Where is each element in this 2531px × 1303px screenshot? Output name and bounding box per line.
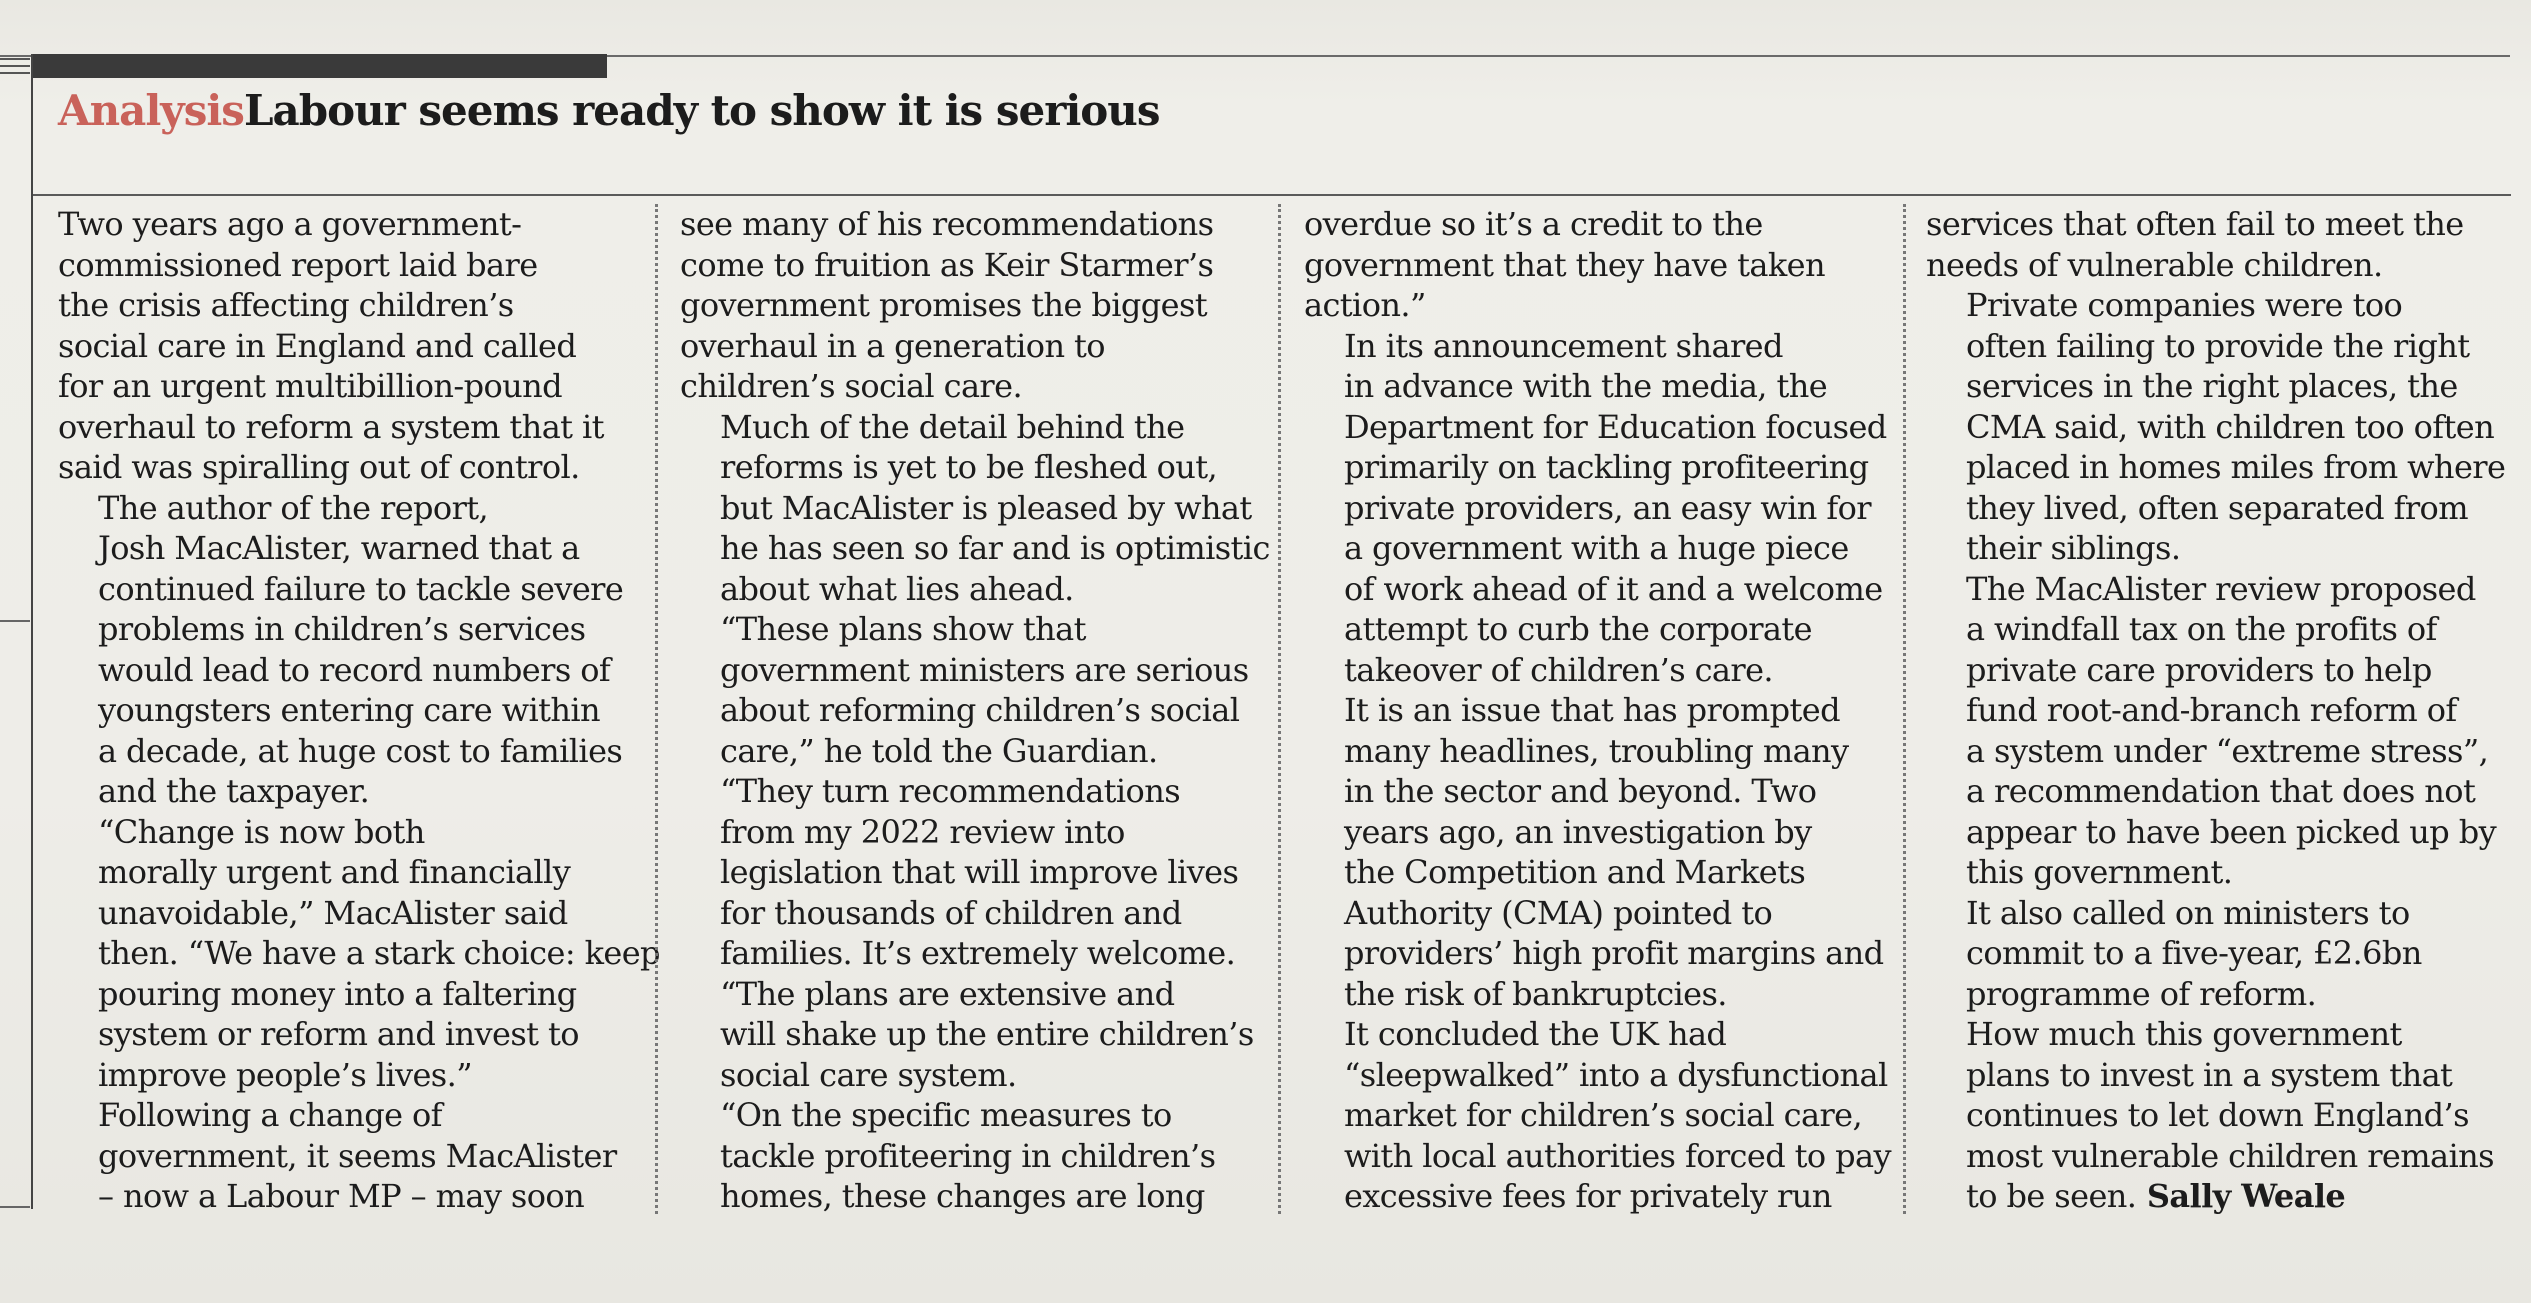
text-line: plans to invest in a system that: [1966, 1055, 2453, 1094]
text-line: most vulnerable children remains: [1966, 1136, 2494, 1175]
text-line: their siblings.: [1966, 529, 2181, 567]
text-line: “They turn recommendations: [720, 772, 1181, 810]
column-divider: [1903, 204, 1906, 1214]
paragraph: [680, 204, 1270, 407]
paragraph: [1304, 690, 1894, 1014]
paragraph: [58, 812, 660, 1096]
text-line: social care system.: [720, 1055, 1017, 1094]
text-line: legislation that will improve lives: [720, 853, 1239, 891]
text-line: the Competition and Markets: [1344, 853, 1806, 891]
article-column-4: [1926, 204, 2516, 1217]
text-line: children’s social care.: [680, 367, 1023, 405]
paragraph: [58, 204, 648, 488]
text-line: they lived, often separated from: [1966, 488, 2468, 527]
text-line: a system under “extreme stress”,: [1966, 731, 2489, 770]
text-line: will shake up the entire children’s: [720, 1015, 1254, 1053]
text-line: Much of the detail behind the: [720, 407, 1185, 446]
column-divider: [1278, 204, 1281, 1214]
paragraph: [1304, 1014, 1894, 1217]
text-line: care,” he told the Guardian.: [720, 731, 1158, 770]
text-line: needs of vulnerable children.: [1926, 245, 2383, 284]
text-line: market for children’s social care,: [1344, 1096, 1863, 1134]
text-line: improve people’s lives.”: [98, 1055, 472, 1094]
text-line: It is an issue that has prompted: [1344, 691, 1840, 729]
text-line: primarily on tackling profiteering: [1344, 448, 1869, 486]
text-line: commissioned report laid bare: [58, 245, 538, 284]
text-line: Private companies were too: [1966, 286, 2403, 324]
text-line: commit to a five-year, £2.6bn: [1966, 934, 2422, 972]
text-line: government, it seems MacAlister: [98, 1136, 617, 1175]
text-line: It also called on ministers to: [1966, 893, 2410, 932]
text-line: Two years ago a government-: [58, 205, 522, 243]
text-line: tackle profiteering in children’s: [720, 1136, 1216, 1175]
text-line: come to fruition as Keir Starmer’s: [680, 245, 1214, 284]
article-column-3: [1304, 204, 1894, 1217]
paragraph: [1926, 204, 2516, 285]
text-line: reforms is yet to be fleshed out,: [720, 448, 1218, 486]
text-line: years ago, an investigation by: [1344, 812, 1812, 851]
margin-ticks: [0, 58, 30, 80]
text-line: government ministers are serious: [720, 650, 1249, 689]
headline-kicker: Analysis: [58, 86, 244, 135]
paragraph: [680, 407, 1270, 610]
text-line: overhaul in a generation to: [680, 326, 1105, 365]
text-line: but MacAlister is pleased by what: [720, 488, 1252, 527]
paragraph: [680, 974, 1270, 1096]
text-line: government promises the biggest: [680, 286, 1208, 324]
text-line: families. It’s extremely welcome.: [720, 934, 1236, 972]
text-line: Josh MacAlister, warned that a: [98, 529, 580, 567]
paragraph: [1926, 893, 2516, 1015]
text-line: The author of the report,: [98, 488, 489, 527]
text-line: many headlines, troubling many: [1344, 731, 1849, 770]
text-line: private providers, an easy win for: [1344, 488, 1871, 527]
text-line: “The plans are extensive and: [720, 974, 1175, 1013]
text-line: the crisis affecting children’s: [58, 286, 514, 324]
text-line: about reforming children’s social: [720, 691, 1240, 729]
text-line: How much this government: [1966, 1015, 2402, 1053]
article-body: [0, 196, 2531, 1216]
text-line: homes, these changes are long: [720, 1177, 1205, 1215]
paragraph: [1304, 204, 1894, 326]
text-line: social care in England and called: [58, 326, 577, 365]
text-line: “These plans show that: [720, 610, 1086, 648]
text-line: this government.: [1966, 853, 2233, 891]
text-line: Authority (CMA) pointed to: [1344, 893, 1773, 932]
bleed-through-text: [0, 0, 2531, 40]
text-line: placed in homes miles from where: [1966, 448, 2506, 486]
text-line: problems in children’s services: [98, 610, 586, 648]
text-line: takeover of children’s care.: [1344, 650, 1773, 689]
paragraph: [58, 488, 648, 812]
text-line: system or reform and invest to: [98, 1015, 579, 1053]
text-line: continued failure to tackle severe: [98, 569, 624, 608]
article-column-2: [680, 204, 1270, 1217]
text-line: of work ahead of it and a welcome: [1344, 569, 1883, 608]
text-line: see many of his recommendations: [680, 205, 1214, 243]
text-line: Department for Education focused: [1344, 407, 1887, 446]
article-column-1: [58, 204, 660, 1217]
text-line: overdue so it’s a credit to the: [1304, 205, 1763, 243]
text-line: “On the specific measures to: [720, 1096, 1172, 1134]
text-line: he has seen so far and is optimistic: [720, 529, 1270, 567]
text-line: unavoidable,” MacAlister said: [98, 893, 568, 932]
text-line: then. “We have a stark choice: keep: [98, 934, 660, 972]
text-line: “Change is now both: [98, 812, 425, 851]
text-line: CMA said, with children too often: [1966, 407, 2495, 446]
text-line: attempt to curb the corporate: [1344, 610, 1812, 648]
text-line: for thousands of children and: [720, 893, 1182, 932]
section-bar: [33, 54, 607, 78]
text-line: about what lies ahead.: [720, 569, 1074, 608]
text-line: pouring money into a faltering: [98, 974, 577, 1013]
text-line: a decade, at huge cost to families: [98, 731, 623, 770]
text-line: fund root-and-branch reform of: [1966, 691, 2457, 729]
paragraph: [680, 771, 1270, 974]
paragraph: [58, 1095, 648, 1217]
headline-title: Labour seems ready to show it is serious: [243, 86, 1160, 135]
paragraph: [1926, 569, 2516, 893]
paragraph: [1926, 1014, 2516, 1217]
text-line: a recommendation that does not: [1966, 772, 2476, 810]
text-line: in the sector and beyond. Two: [1344, 772, 1817, 810]
text-line: the risk of bankruptcies.: [1344, 974, 1727, 1013]
text-line: services that often fail to meet the: [1926, 205, 2464, 243]
paragraph: [1926, 285, 2516, 569]
headline: [58, 86, 1159, 135]
text-line: a windfall tax on the profits of: [1966, 610, 2437, 648]
text-line: youngsters entering care within: [98, 691, 601, 729]
text-line: in advance with the media, the: [1344, 367, 1828, 405]
text-line: continues to let down England’s: [1966, 1096, 2469, 1134]
text-line: The MacAlister review proposed: [1966, 569, 2476, 608]
paragraph: [1304, 326, 1894, 691]
text-line: and the taxpayer.: [98, 772, 370, 810]
text-line: It concluded the UK had: [1344, 1015, 1727, 1053]
text-line: appear to have been picked up by: [1966, 812, 2497, 851]
text-line: with local authorities forced to pay: [1344, 1136, 1892, 1175]
text-line: from my 2022 review into: [720, 812, 1125, 851]
text-line: to be seen. Sally Weale: [1966, 1177, 2346, 1215]
text-line: In its announcement shared: [1344, 326, 1783, 365]
text-line: would lead to record numbers of: [98, 650, 611, 689]
text-line: morally urgent and financially: [98, 853, 571, 891]
text-line: excessive fees for privately run: [1344, 1177, 1832, 1215]
text-line: often failing to provide the right: [1966, 326, 2470, 365]
paragraph: [680, 1095, 1270, 1217]
text-line: programme of reform.: [1966, 974, 2317, 1013]
column-divider: [655, 204, 658, 1214]
byline: Sally Weale: [2136, 1177, 2346, 1215]
text-line: said was spiralling out of control.: [58, 448, 580, 486]
text-line: for an urgent multibillion-pound: [58, 367, 563, 405]
text-line: overhaul to reform a system that it: [58, 407, 604, 446]
text-line: government that they have taken: [1304, 245, 1825, 284]
text-line: Following a change of: [98, 1096, 442, 1134]
text-line: action.”: [1304, 286, 1426, 324]
text-line: a government with a huge piece: [1344, 529, 1849, 567]
paragraph: [680, 609, 1270, 771]
text-line: services in the right places, the: [1966, 367, 2458, 405]
text-line: – now a Labour MP – may soon: [98, 1177, 585, 1215]
text-line: private care providers to help: [1966, 650, 2432, 689]
text-line: “sleepwalked” into a dysfunctional: [1344, 1055, 1888, 1094]
text-line: providers’ high profit margins and: [1344, 934, 1884, 972]
